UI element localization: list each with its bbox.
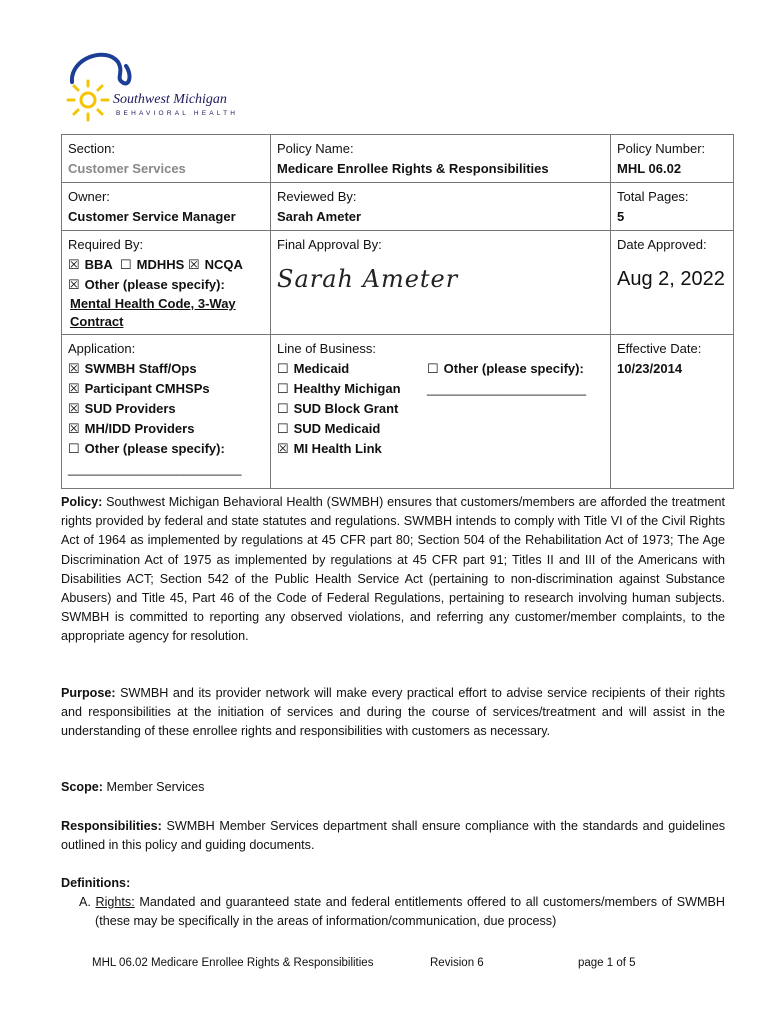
checkbox-checked-icon: ☒ [277, 441, 289, 456]
definition-text: Mandated and guaranteed state and federal entitlements offered to all customers/members of SWMBH (these may be specifically in the areas of information/communication, due process) [95, 895, 726, 929]
checkbox-checked-icon: ☒ [68, 277, 80, 292]
policy-text: Southwest Michigan Behavioral Health (SWMBH) ensures that customers/members are afforded the treatment rights provided by federal and state statutes and regulations. SWMBH intends to comply with Title VI of the Civil Rights Act of 1964 as implemented by regulations at 45 CFR part 80; Section 504 of the Rehabilitation Act of 1973; The Age Discrimination Act of 1975 as implemented by regulations at 45 CFR part 91; Titles II and III of the Americans with Disabilities ACT; Section 542 of the Public Health Service Act (pertaining to non-discrimination against Substance Abusers) and Title 45, Part 46 of the Code of Federal Regulations, pertaining to research involving human subjects. SWMBH is committed to reporting any observed violations, and referring any customer/member complaints, to the appropriate agency for resolution. [61, 495, 725, 644]
checkbox-unchecked-icon: ☐ [277, 361, 289, 376]
lob-other-blank: ______________________ [427, 381, 587, 396]
required-by-cell [62, 231, 271, 335]
date-approved-label: Date Approved: [617, 237, 707, 252]
lob-item: SUD Block Grant [293, 401, 399, 416]
logo-name: Southwest Michigan [113, 92, 227, 107]
checkbox-checked-icon: ☒ [187, 257, 200, 272]
scope-section [61, 778, 725, 797]
app-item: Other (please specify): [84, 441, 225, 456]
checkbox-unchecked-icon: ☐ [277, 401, 289, 416]
policy-header-table [61, 134, 734, 489]
lob-item: Healthy Michigan [293, 381, 401, 396]
policy-number-value: MHL 06.02 [617, 161, 682, 176]
effective-date-value: 10/23/2014 [617, 361, 683, 376]
policy-label: Policy: [61, 495, 103, 509]
checkbox-unchecked-icon: ☐ [427, 361, 439, 376]
owner-value: Customer Service Manager [68, 209, 236, 224]
responsibilities-text: SWMBH Member Services department shall ensure compliance with the standards and guidelines outlined in this policy and guiding documents. [61, 819, 726, 853]
policy-number-cell [611, 135, 734, 183]
definitions-section [61, 874, 725, 932]
owner-label: Owner: [68, 189, 110, 204]
checkbox-checked-icon: ☒ [68, 257, 80, 272]
lob-label: Line of Business: [277, 341, 377, 356]
app-item: SWMBH Staff/Ops [84, 361, 197, 376]
definition-item-a [61, 893, 725, 931]
lob-item: SUD Medicaid [293, 421, 381, 436]
checkbox-unchecked-icon: ☐ [68, 441, 80, 456]
definitions-label: Definitions: [61, 876, 131, 890]
application-label: Application: [68, 341, 136, 356]
section-value: Customer Services [68, 161, 186, 176]
policy-number-label: Policy Number: [617, 141, 706, 156]
scope-text: Member Services [106, 780, 205, 794]
purpose-section [61, 684, 725, 742]
definition-term: Rights: [95, 895, 135, 910]
purpose-label: Purpose: [61, 686, 116, 700]
policy-name-value: Medicare Enrollee Rights & Responsibilities [277, 161, 549, 176]
total-pages-cell [611, 183, 734, 231]
definition-marker: A. [79, 895, 91, 910]
final-approval-label: Final Approval By: [277, 237, 382, 252]
purpose-text: SWMBH and its provider network will make every practical effort to advise service recipients of their rights and responsibilities at the initiation of services and during the course of services/treatment and will assist in the understanding of these enrollee rights and responsibilities with customers as necessary. [61, 686, 725, 739]
reviewed-value: Sarah Ameter [277, 209, 362, 224]
policy-section [61, 493, 725, 647]
checkbox-unchecked-icon: ☐ [120, 257, 132, 272]
lob-item: Medicaid [293, 361, 350, 376]
scope-label: Scope: [61, 780, 103, 794]
effective-date-label: Effective Date: [617, 341, 702, 356]
checkbox-checked-icon: ☒ [68, 401, 80, 416]
section-cell [62, 135, 271, 183]
req-bba-label: BBA [84, 257, 113, 272]
lob-item: MI Health Link [293, 441, 382, 456]
checkbox-checked-icon: ☒ [68, 421, 80, 436]
reviewed-cell [271, 183, 611, 231]
req-other-value: Mental Health Code, 3-Way Contract [70, 296, 236, 329]
checkbox-unchecked-icon: ☐ [277, 381, 289, 396]
app-item: MH/IDD Providers [84, 421, 195, 436]
required-by-label: Required By: [68, 237, 144, 252]
responsibilities-section [61, 817, 725, 855]
responsibilities-label: Responsibilities: [61, 819, 162, 833]
effective-date-cell [611, 335, 734, 489]
total-pages-label: Total Pages: [617, 189, 689, 204]
total-pages-value: 5 [617, 209, 625, 224]
policy-name-cell [271, 135, 611, 183]
checkbox-checked-icon: ☒ [68, 361, 80, 376]
line-of-business-cell [271, 335, 611, 489]
req-mdhhs-label: MDHHS [136, 257, 185, 272]
approver-signature: Sarah Ameter [277, 265, 459, 293]
final-approval-cell [271, 231, 611, 335]
req-other-label: Other (please specify): [84, 277, 225, 292]
checkbox-checked-icon: ☒ [68, 381, 80, 396]
policy-name-label: Policy Name: [277, 141, 354, 156]
checkbox-unchecked-icon: ☐ [277, 421, 289, 436]
req-ncqa-label: NCQA [204, 257, 243, 272]
section-label: Section: [68, 141, 115, 156]
logo-subtitle: BEHAVIORAL HEALTH [116, 110, 239, 117]
reviewed-label: Reviewed By: [277, 189, 357, 204]
lob-other-label: Other (please specify): [443, 361, 584, 376]
application-cell [62, 335, 271, 489]
footer-revision: Revision 6 [430, 957, 484, 969]
footer-page-number: page 1 of 5 [578, 957, 636, 969]
app-item: SUD Providers [84, 401, 176, 416]
footer-doc-title: MHL 06.02 Medicare Enrollee Rights & Responsibilities [92, 957, 374, 969]
date-approved-cell [611, 231, 734, 335]
app-item: Participant CMHSPs [84, 381, 210, 396]
app-other-blank: ________________________ [68, 461, 242, 476]
date-approved-value: Aug 2, 2022 [617, 268, 725, 290]
owner-cell [62, 183, 271, 231]
organization-logo [66, 48, 256, 128]
